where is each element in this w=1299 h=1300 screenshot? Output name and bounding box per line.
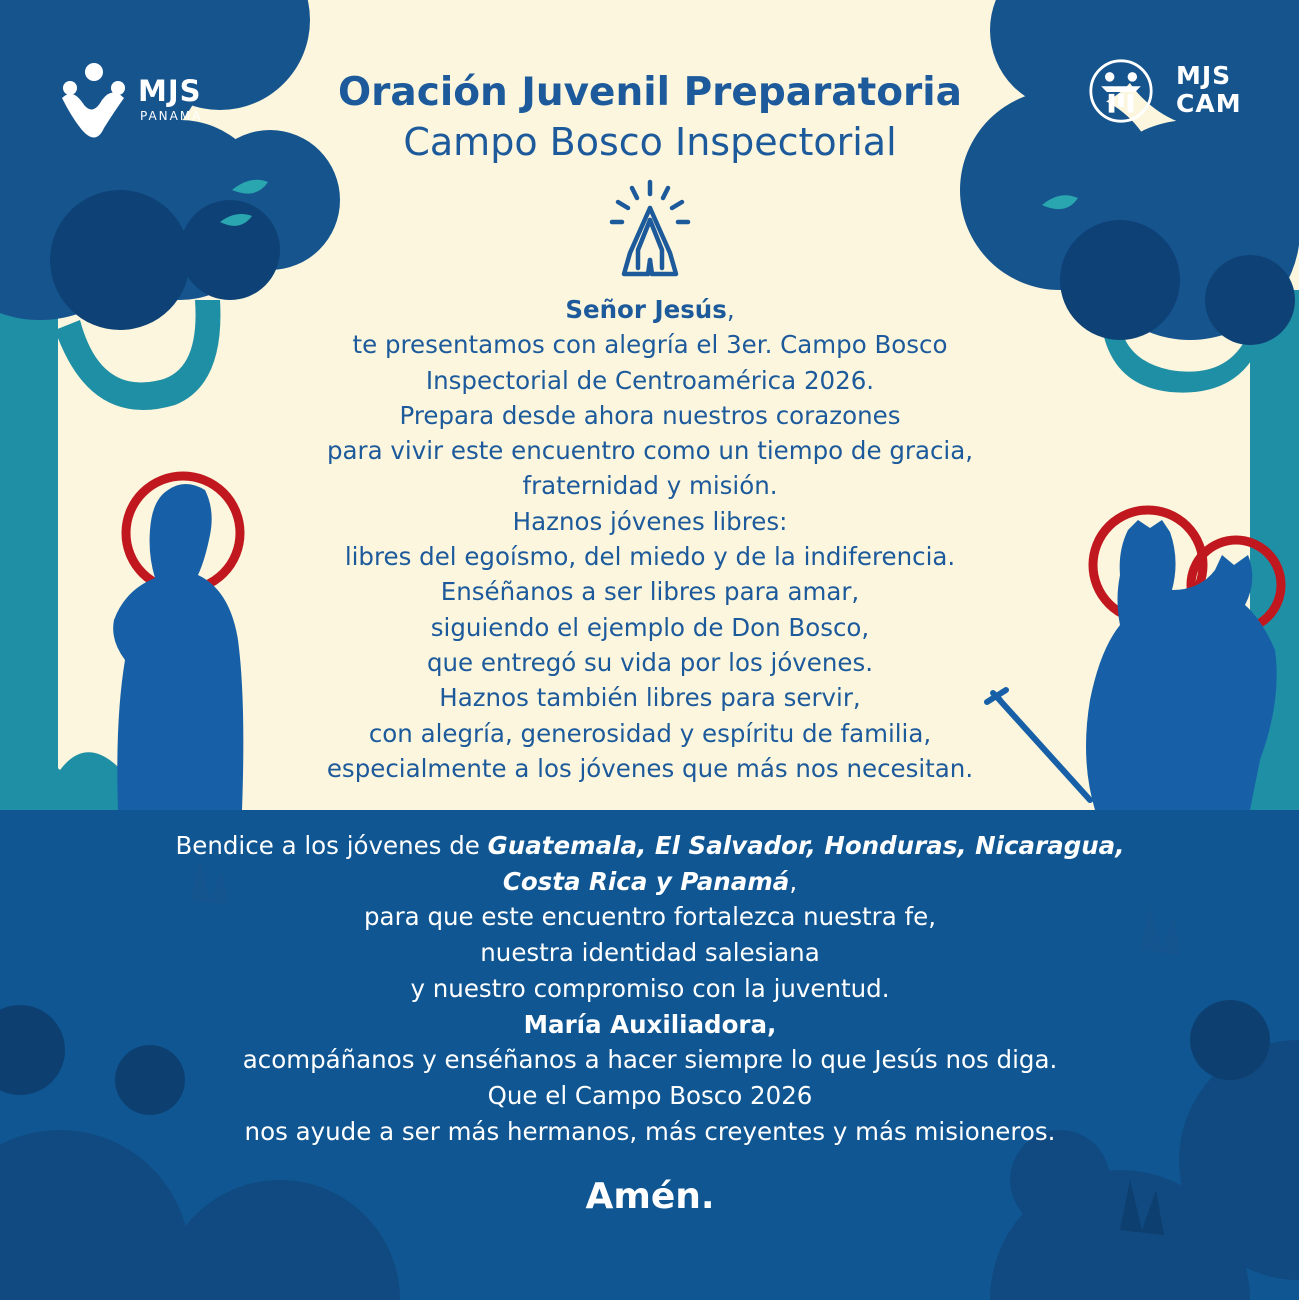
prayer-line: Haznos jóvenes libres:	[512, 506, 788, 536]
prayer-line: nos ayude a ser más hermanos, más creyentes y más misioneros.	[244, 1116, 1056, 1146]
prayer-opening: Señor Jesús,	[565, 295, 735, 324]
prayer-line: Prepara desde ahora nuestros corazones	[399, 400, 901, 430]
mjs-cam-logo-name: MJS CAM	[1176, 61, 1242, 118]
prayer-line: para que este encuentro fortalezca nuestra fe,	[364, 902, 936, 932]
prayer-line: acompáñanos y enséñanos a hacer siempre lo que Jesús nos diga.	[242, 1045, 1058, 1075]
praying-hands-icon	[608, 178, 692, 278]
prayer-line: Inspectorial de Centroamérica 2026.	[425, 365, 875, 395]
mjs-cam-logo-mark-icon	[1088, 58, 1154, 124]
prayer-line: que entregó su vida por los jóvenes.	[426, 647, 874, 677]
prayer-line: Que el Campo Bosco 2026	[487, 1080, 813, 1110]
prayer-line: te presentamos con alegría el 3er. Campo Bosco	[352, 330, 948, 360]
prayer-line: siguiendo el ejemplo de Don Bosco,	[430, 612, 870, 642]
prayer-line: Haznos también libres para servir,	[439, 683, 861, 713]
prayer-line: con alegría, generosidad y espíritu de familia,	[368, 718, 932, 748]
prayer-line: y nuestro compromiso con la juventud.	[410, 973, 890, 1003]
don-bosco-silhouette	[113, 484, 243, 810]
maria-auxiliadora-line: María Auxiliadora,	[523, 1009, 777, 1039]
prayer-text-lower	[100, 828, 1200, 1149]
prayer-line: libres del egoísmo, del miedo y de la indiferencia.	[344, 542, 956, 572]
prayer-line: Enséñanos a ser libres para amar,	[440, 577, 860, 607]
bless-line: Bendice a los jóvenes de Guatemala, El Salvador, Honduras, Nicaragua,	[175, 831, 1125, 860]
prayer-line: para vivir este encuentro como un tiempo de gracia,	[326, 436, 974, 466]
prayer-text-upper	[230, 292, 1070, 786]
bless-line: Costa Rica y Panamá,	[502, 866, 798, 896]
left-tree-trunk	[0, 250, 58, 810]
mjs-panama-logo-sub: PANAMÁ	[140, 109, 203, 123]
mjs-panama-logo	[52, 58, 252, 153]
mjs-panama-logo-mark-icon	[52, 58, 132, 148]
prayer-line: especialmente a los jóvenes que más nos necesitan.	[326, 753, 974, 783]
page-subtitle: Campo Bosco Inspectorial	[403, 120, 897, 164]
mjs-cam-logo	[1088, 58, 1268, 128]
amen-text: Amén.	[585, 1176, 715, 1217]
prayer-line: fraternidad y misión.	[522, 471, 778, 501]
prayer-line: nuestra identidad salesiana	[480, 938, 820, 968]
maria-silhouette	[1086, 520, 1277, 810]
countries-list: Costa Rica y Panamá	[502, 866, 790, 896]
countries-list: Guatemala, El Salvador, Honduras, Nicaragua,	[487, 831, 1125, 860]
page-title: Oración Juvenil Preparatoria	[338, 70, 962, 115]
mjs-panama-logo-name: MJS	[138, 74, 202, 108]
